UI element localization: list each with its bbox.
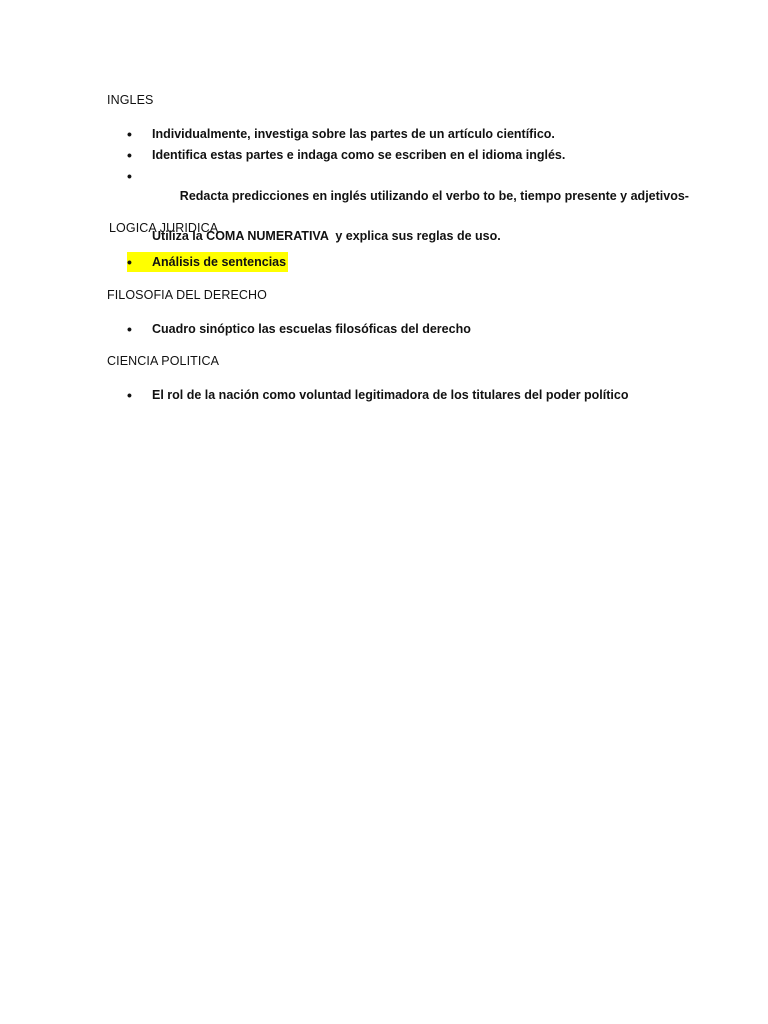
bullet-icon: • bbox=[127, 168, 132, 184]
list-item-text-line2: Utiliza la COMA NUMERATIVA y explica sus reglas de uso. bbox=[152, 229, 501, 243]
list-item bbox=[127, 124, 689, 144]
bullet-icon: • bbox=[127, 387, 132, 403]
list-item bbox=[127, 319, 471, 339]
ciencia-politica-list bbox=[127, 385, 628, 405]
highlighted-text bbox=[127, 252, 288, 272]
list-item-text: Cuadro sinóptico las escuelas filosóficas del derecho bbox=[152, 322, 471, 336]
list-item bbox=[127, 252, 288, 272]
list-item bbox=[127, 385, 628, 405]
list-item-text: Análisis de sentencias bbox=[152, 255, 287, 269]
bullet-icon: • bbox=[127, 254, 132, 270]
section-heading-ingles: INGLES bbox=[107, 93, 154, 107]
list-item-text: El rol de la nación como voluntad legitimadora de los titulares del poder político bbox=[152, 388, 629, 402]
section-heading-filosofia-del-derecho: FILOSOFIA DEL DERECHO bbox=[107, 288, 268, 302]
bullet-icon: • bbox=[127, 126, 132, 142]
list-item bbox=[127, 145, 689, 165]
section-heading-logica-juridica: LOGICA JURIDICA bbox=[109, 221, 219, 235]
filosofia-list bbox=[127, 319, 471, 339]
list-item-text: Individualmente, investiga sobre las partes de un artículo científico. bbox=[152, 127, 555, 141]
bullet-icon: • bbox=[127, 147, 132, 163]
bullet-icon: • bbox=[127, 321, 132, 337]
section-heading-ciencia-politica: CIENCIA POLITICA bbox=[107, 354, 220, 368]
logica-juridica-list bbox=[127, 252, 288, 272]
list-item-text-line1: Redacta predicciones en inglés utilizando el verbo to be, tiempo presente y adjetivos- bbox=[179, 189, 689, 203]
list-item-text: Identifica estas partes e indaga como se escriben en el idioma inglés. bbox=[152, 148, 566, 162]
